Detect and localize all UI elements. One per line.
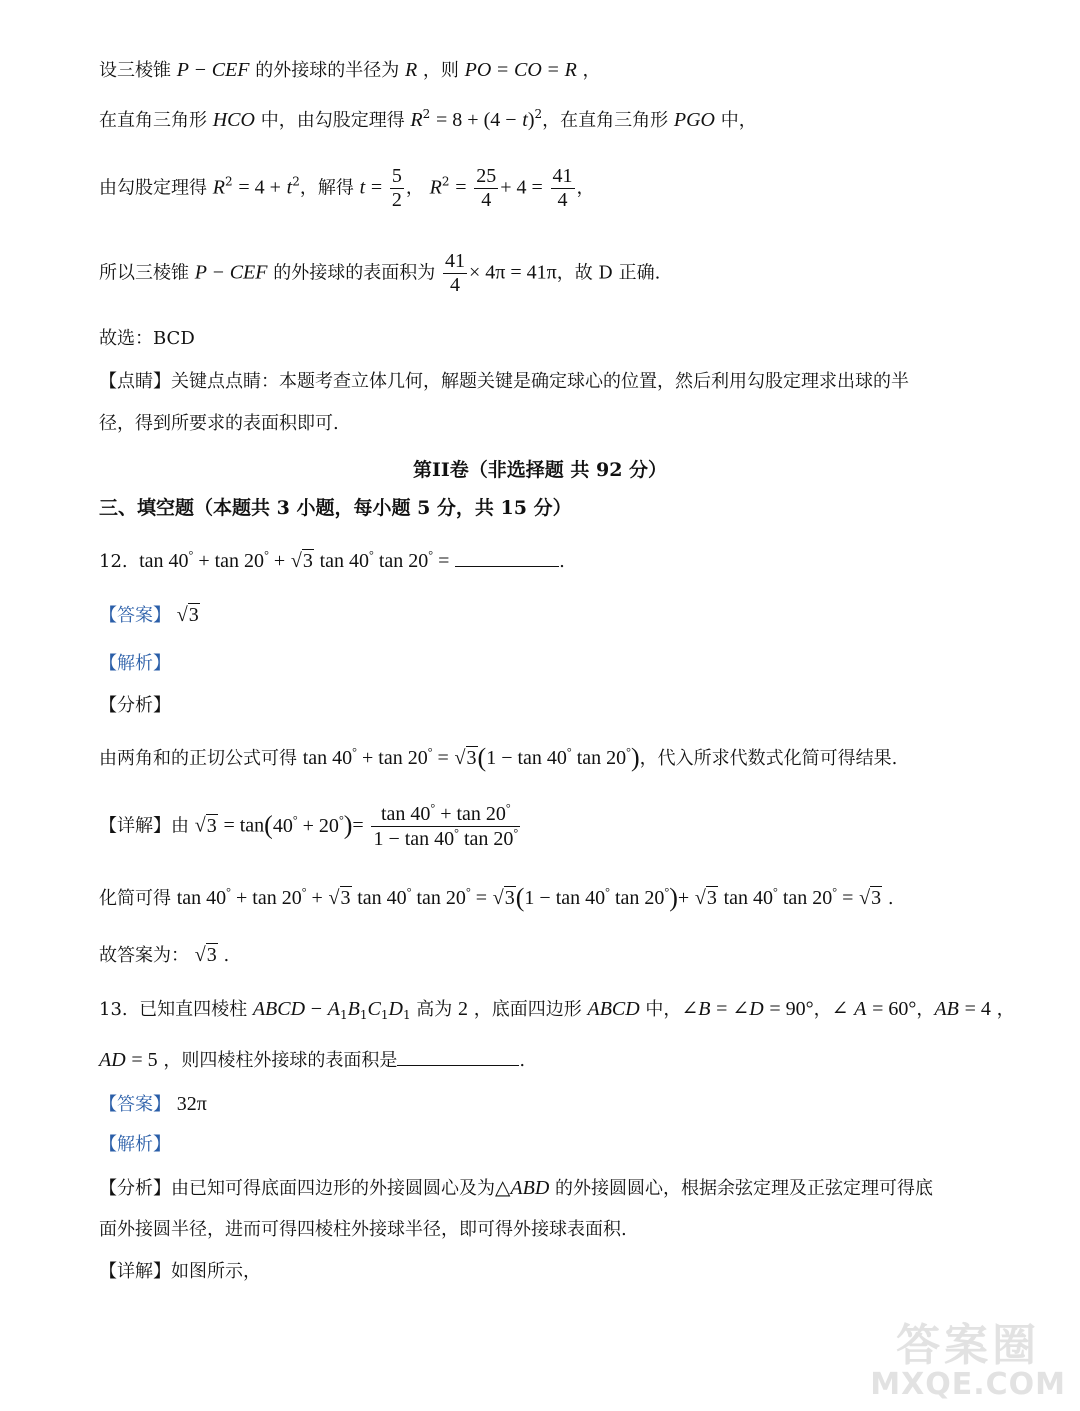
fraction: $\frac{25}{4}$ bbox=[476, 165, 497, 211]
q13-analysis-2: 面外接圆半径，进而可得四棱柱外接球半径，即可得外接球表面积. bbox=[99, 1219, 627, 1240]
q13-question-2: AD = 5 ，则四棱柱外接球的表面积是 . bbox=[99, 1049, 526, 1071]
q13-answer-line bbox=[99, 1092, 207, 1116]
fraction: $\frac{5}{2}$ bbox=[391, 165, 402, 211]
q12-analysis-tag: 【分析】 bbox=[99, 695, 171, 716]
section-title: 第II卷（非选择题 共 92 分） bbox=[412, 459, 668, 481]
q12-detail-tag: 【详解】 bbox=[99, 815, 171, 837]
q13-detail: 【详解】如图所示， bbox=[99, 1261, 261, 1282]
q12-jiexi-tag: 【解析】 bbox=[99, 653, 171, 674]
watermark-logo bbox=[870, 1320, 1066, 1402]
q13-number: 13. bbox=[99, 999, 128, 1020]
answer-blank bbox=[455, 552, 559, 567]
q12-detail-1: 【详解】由 √3 = tan(40° + 20°)= $\frac{\tan 40^\circ + \tan 20^\circ}{1 - \tan 40^\circ \tan 20^\circ}$ bbox=[99, 801, 519, 850]
q12-analysis: 由两角和的正切公式可得 tan 40° + tan 20° = √3(1 − tan 40° tan 20°)，代入所求代数式化简可得结果. bbox=[99, 743, 898, 772]
fraction: $\frac{41}{4}$ bbox=[444, 250, 465, 296]
q13-answer: 32π bbox=[176, 1093, 207, 1115]
q13-analysis-1: 【分析】由已知可得底面四边形的外接圆圆心及为△ABD 的外接圆圆心，根据余弦定理及正弦定理可得底 bbox=[99, 1177, 934, 1199]
q12-final: 故答案为： √3 . bbox=[99, 944, 230, 966]
q13-detail-tag: 【详解】 bbox=[99, 1261, 171, 1282]
solution-line-2: 在直角三角形 HCO 中，由勾股定理得 $R^2 = 8 + (4 - t)^2$，在直角三角形 PGO 中， bbox=[99, 107, 757, 131]
q13-jiexi-tag: 【解析】 bbox=[99, 1134, 171, 1155]
choice-line: 故选：BCD bbox=[99, 328, 195, 349]
q13-answer-tag: 【答案】 bbox=[99, 1094, 171, 1115]
q12-answer-tag: 【答案】 bbox=[99, 605, 171, 626]
fraction: $\frac{\tan 40^\circ + \tan 20^\circ}{1 - \tan 40^\circ \tan 20^\circ}$ bbox=[373, 801, 519, 850]
q12-number: 12. bbox=[99, 551, 128, 572]
watermark-text: 答案圈 bbox=[896, 1320, 1041, 1371]
q13-question-1: 13. 已知直四棱柱 ABCD − $A_1B_1C_1D_1$ 高为 2 ，底面四边形 ABCD 中，∠B = ∠D = 90°，∠ A = 60°，AB = 4 ， bbox=[99, 998, 1015, 1022]
q12-question: 12. tan 40° + tan 20° + √3 tan 40° tan 20° = . bbox=[99, 548, 565, 572]
solution-line-1: 设三棱锥 P − CEF 的外接球的半径为 R ，则 PO = CO = R ， bbox=[99, 59, 601, 81]
solution-line-4: 所以三棱锥 P − CEF 的外接球的表面积为 $\frac{41}{4}$ × 4π = 41π，故 D 正确. bbox=[99, 250, 661, 296]
section-subtitle: 三、填空题（本题共 3 小题，每小题 5 分，共 15 分） bbox=[99, 497, 572, 519]
fraction: $\frac{41}{4}$ bbox=[552, 165, 573, 211]
q12-answer: √3 bbox=[176, 604, 199, 626]
q12-answer-line bbox=[99, 603, 200, 627]
watermark-url: MXQE.COM bbox=[870, 1367, 1066, 1402]
comment-line-2: 径，得到所要求的表面积即可. bbox=[99, 413, 339, 434]
comment-line-1: 【点睛】关键点点睛：本题考查立体几何，解题关键是确定球心的位置，然后利用勾股定理求出球的半 bbox=[99, 371, 909, 392]
sqrt-3: √3 bbox=[290, 550, 313, 572]
q12-detail-2: 化简可得 tan 40° + tan 20° + √3 tan 40° tan 20° = √3(1 − tan 40° tan 20°)+ √3 tan 40° tan 20° = √3 . bbox=[99, 883, 894, 912]
answer-blank bbox=[397, 1051, 519, 1066]
comment-tag: 【点睛】 bbox=[99, 371, 171, 392]
solution-line-3: 由勾股定理得 $R^2 = 4 + t^2$，解得 t = $\frac{5}{2}$ ， $R^2$ = $\frac{25}{4}$ + 4 = $\frac{41}{4}$ ， bbox=[99, 165, 595, 211]
q13-analysis-tag: 【分析】 bbox=[99, 1178, 171, 1199]
